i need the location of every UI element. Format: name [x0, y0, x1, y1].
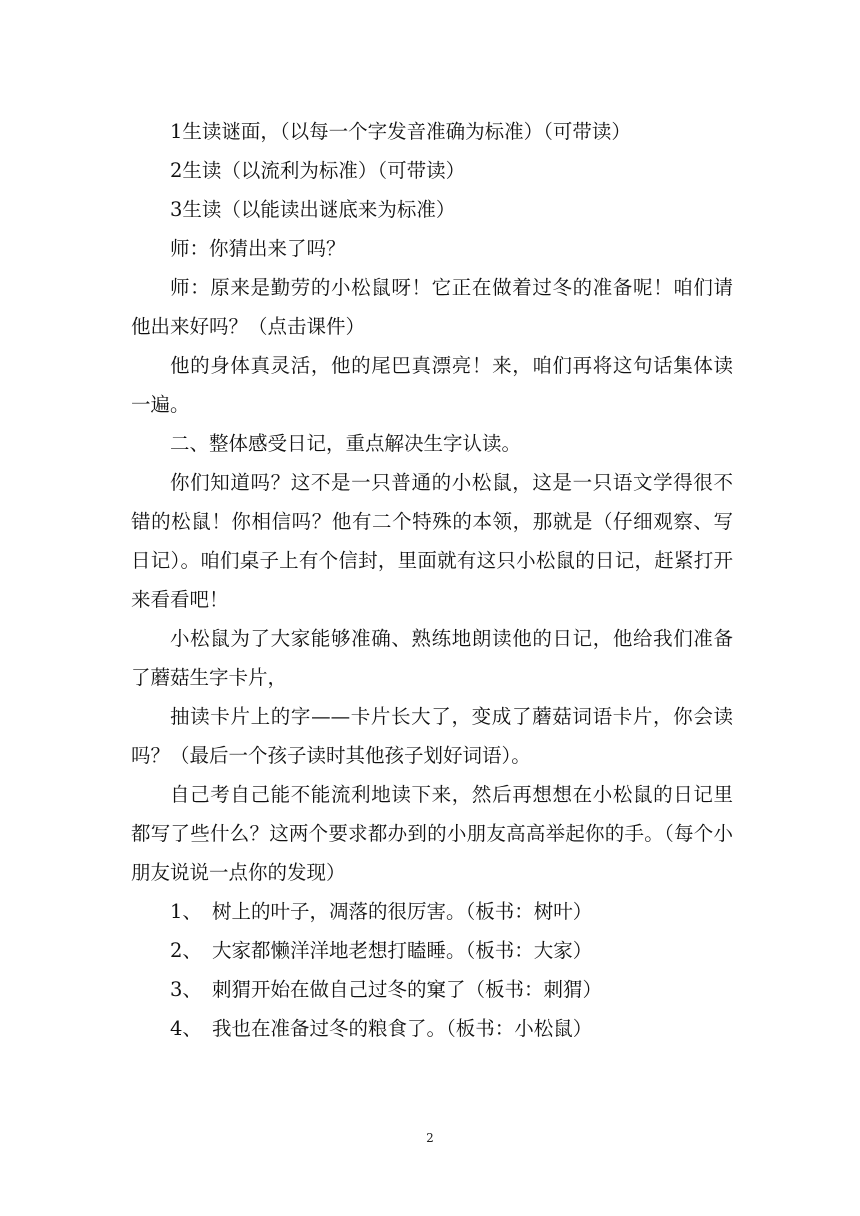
- paragraph-self-test: 自己考自己能不能流利地读下来，然后再想想在小松鼠的日记里都写了些什么？这两个要求都办到的小朋友高高举起你的手。（每个小朋友说说一点你的发现）: [131, 783, 733, 884]
- list-item-text: 刺猬开始在做自己过冬的窠了（板书：刺猬）: [212, 978, 603, 1001]
- paragraph-special-squirrel: 你们知道吗？这不是一只普通的小松鼠，这是一只语文学得很不错的松鼠！你相信吗？他有二个特殊的本领，那就是（仔细观察、写日记）。咱们桌子上有个信封，里面就有这只小松鼠的日记，赶紧打开来看看吧！: [131, 471, 733, 611]
- list-item: [131, 970, 733, 1009]
- list-item-text: 大家都懒洋洋地老想打瞌睡。（板书：大家）: [212, 939, 593, 962]
- page-number: 2: [426, 1131, 434, 1145]
- list-item-number: 1、: [170, 900, 202, 923]
- list-item: [131, 892, 733, 931]
- paragraph-read-riddle-1: 1生读谜面，（以每一个字发音准确为标准）（可带读）: [170, 120, 631, 143]
- paragraph-read-riddle-3: 3生读（以能读出谜底来为标准）: [170, 198, 456, 221]
- section-heading-two: 二、整体感受日记，重点解决生字认读。: [170, 432, 522, 455]
- list-item-number: 2、: [170, 939, 202, 962]
- paragraph-draw-cards: 抽读卡片上的字——卡片长大了，变成了蘑菇词语卡片，你会读吗？（最后一个孩子读时其他孩子划好词语）。: [131, 705, 733, 767]
- paragraph-body-description: 他的身体真灵活，他的尾巴真漂亮！来，咱们再将这句话集体读一遍。: [131, 354, 733, 416]
- list-item: [131, 931, 733, 970]
- document-body: [131, 112, 733, 1048]
- paragraph-teacher-squirrel: 师：原来是勤劳的小松鼠呀！它正在做着过冬的准备呢！咱们请他出来好吗？（点击课件）: [131, 276, 733, 338]
- list-item-text: 树上的叶子，凋落的很厉害。（板书：树叶）: [212, 900, 593, 923]
- paragraph-teacher-question: 师：你猜出来了吗？: [170, 237, 346, 260]
- list-item: [131, 1009, 733, 1048]
- paragraph-read-riddle-2: 2生读（以流利为标准）（可带读）: [170, 159, 466, 182]
- list-item-text: 我也在准备过冬的粮食了。（板书：小松鼠）: [212, 1017, 593, 1040]
- list-item-number: 4、: [170, 1017, 202, 1040]
- paragraph-mushroom-cards: 小松鼠为了大家能够准确、熟练地朗读他的日记，他给我们准备了蘑菇生字卡片，: [131, 627, 733, 689]
- list-item-number: 3、: [170, 978, 202, 1001]
